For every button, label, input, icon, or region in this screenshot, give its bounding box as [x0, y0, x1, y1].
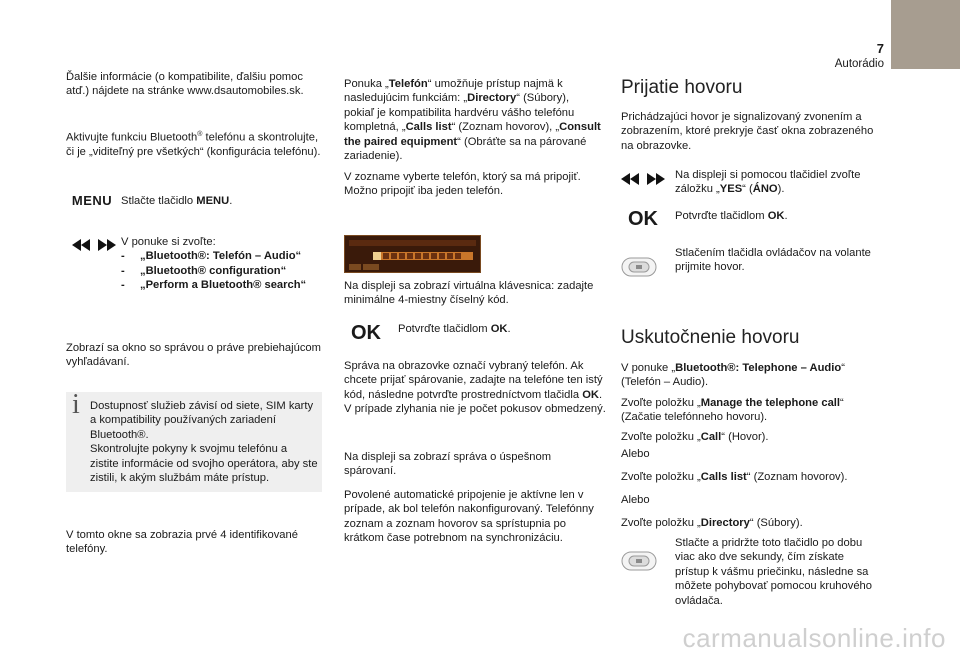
submenu-item: - „Bluetooth®: Telefón – Audio“ [121, 249, 326, 263]
col3-bluetooth-menu: V ponuke „Bluetooth®: Telephone – Audio“ (Telefón – Audio). [621, 362, 845, 389]
col3-hold-step: Stlačte a pridržte toto tlačidlo po dobu viac ako dve sekundy, čím získate prístup k vášmu priečinku, následne sa môžete pohybovať pomocou kruhového ovládača. [675, 537, 872, 607]
col2-telefon-menu: Ponuka „Telefón“ umožňuje prístup najmä k nasledujúcim funkciám: „Directory“ (Súbory), pokiaľ je kompatibilita hardvéru vášho telefónu kompletná, „Calls list“ (Zoznam hovorov), „Consult the paired equipment“ (Obráťte sa na párované zariadenie). [344, 78, 601, 163]
info-line: Dostupnosť služieb závisí od siete, SIM karty a kompatibility používaných zariadení Bluetooth®. [90, 400, 314, 441]
steering-wheel-button-icon [621, 254, 657, 280]
col1-intro: Ďalšie informácie (o kompatibilite, ďalšiu pomoc atď.) nájdete na stránke www.dsautomobiles.sk. [66, 71, 304, 98]
col3-call: Zvoľte položku „Call“ (Hovor). [621, 431, 769, 443]
chapter-title: Autorádio [834, 58, 884, 70]
submenu-intro: V ponuke si zvoľte: [121, 236, 216, 248]
heading-make-call: Uskutočnenie hovoru [621, 327, 800, 348]
left-right-arrows-icon [621, 170, 665, 188]
col3-calls-list: Zvoľte položku „Calls list“ (Zoznam hovorov). [621, 471, 848, 483]
heading-receive-call: Prijatie hovoru [621, 77, 743, 98]
col3-incoming-call: Prichádzajúci hovor je signalizovaný zvonením a zobrazením, ktoré prekryje časť okna zobrazeného na obrazovke. [621, 111, 874, 152]
corner-tab [891, 0, 960, 69]
display-keyboard-image [344, 235, 481, 273]
info-icon: i [72, 389, 80, 420]
col3-or: Alebo [621, 448, 650, 460]
col1-first-phones: V tomto okne sa zobrazia prvé 4 identifikované telefóny. [66, 529, 298, 556]
info-line: Skontrolujte pokyny k svojmu telefónu a zistite informácie od svojho operátora, aby ste zistili, k akým službám máte prístup. [90, 443, 318, 485]
col3-or: Alebo [621, 494, 650, 506]
col1-search-window: Zobrazí sa okno so správou o práve prebiehajúcom vyhľadávaní. [66, 342, 321, 369]
ok-button-icon: OK [351, 321, 381, 344]
col1-bluetooth-activate: Aktivujte funkciu Bluetooth® telefónu a skontrolujte, či je „viditeľný pre všetkých“ (konfigurácia telefónu). [66, 131, 321, 159]
col3-ok-step: Potvrďte tlačidlom OK. [675, 210, 788, 222]
ok-button-icon: OK [628, 207, 658, 230]
col2-ok-step: Potvrďte tlačidlom OK. [398, 323, 511, 335]
left-right-arrows-icon [72, 236, 116, 254]
submenu-item: - „Bluetooth® configuration“ [121, 264, 326, 278]
watermark: carmanualsonline.info [682, 622, 946, 653]
col3-manage-call: Zvoľte položku „Manage the telephone call“ (Začatie telefónneho hovoru). [621, 397, 844, 424]
col2-pairing-success: Na displeji sa zobrazí správa o úspešnom spárovaní. [344, 451, 552, 478]
col1-submenu [121, 235, 326, 293]
col2-select-phone: V zozname vyberte telefón, ktorý sa má pripojiť. Možno pripojiť iba jeden telefón. [344, 171, 581, 198]
col2-pairing-message: Správa na obrazovke označí vybraný telefón. Ak chcete prijať spárovanie, zadajte na telefóne ten istý kód, následne potvrďte prostredníctvom tlačidla OK. V prípade zlyhania nie je počet pokusov obmedzený. [344, 360, 606, 416]
col2-auto-connect: Povolené automatické pripojenie je aktívne len v prípade, ak bol telefón nakonfigurovaný. Telefónny zoznam a zoznam hovorov sa sprístupnia po krátkom čase potrebnom na synchronizáciu. [344, 489, 594, 545]
menu-button-icon: MENU [71, 192, 113, 208]
submenu-list [121, 249, 326, 292]
info-text [90, 399, 318, 485]
info-box [66, 389, 322, 492]
col3-yes-step: Na displeji si pomocou tlačidiel zvoľte záložku „YES“ (ÁNO). [675, 169, 861, 196]
submenu-item: - „Perform a Bluetooth® search“ [121, 278, 326, 292]
col1-menu-step: Stlačte tlačidlo MENU. [121, 195, 233, 207]
col2-virtual-keyboard: Na displeji sa zobrazí virtuálna klávesnica: zadajte minimálne 4-miestny číselný kód. [344, 280, 594, 307]
steering-wheel-button-icon [621, 548, 657, 574]
col3-wheel-step: Stlačením tlačidla ovládačov na volante prijmite hovor. [675, 247, 871, 274]
page-number: 7 [876, 41, 884, 56]
col3-directory: Zvoľte položku „Directory“ (Súbory). [621, 517, 803, 529]
